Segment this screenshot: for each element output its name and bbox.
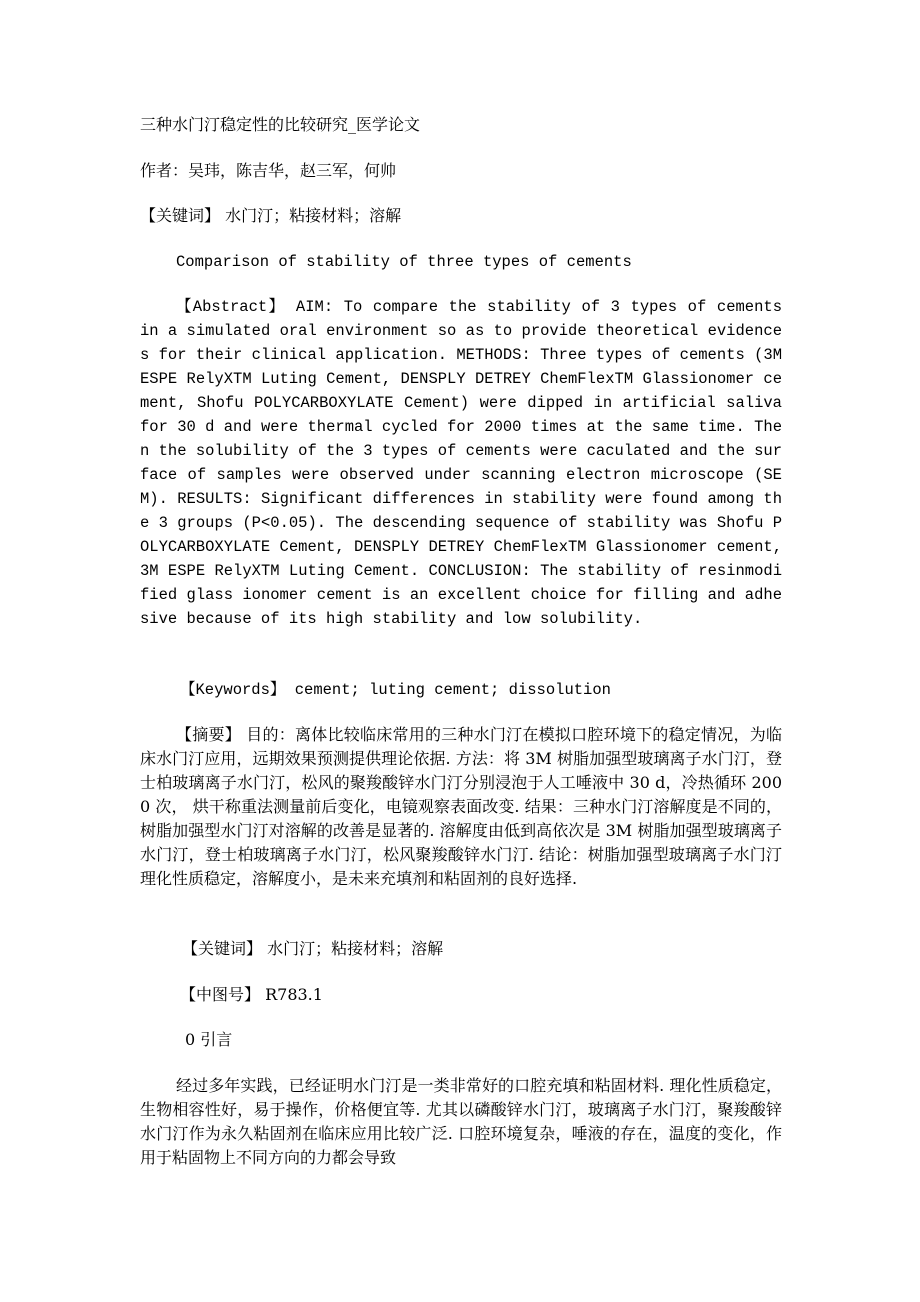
english-title: Comparison of stability of three types of cements — [176, 253, 632, 271]
clc-number: 【中图号】 R783.1 — [180, 985, 323, 1004]
abstract-chinese: 【摘要】 目的：离体比较临床常用的三种水门汀在模拟口腔环境下的稳定情况，为临床水门汀应用，远期效果预测提供理论依据. 方法：将 3M 树脂加强型玻璃离子水门汀，登士柏玻璃离子水门汀，松风的聚羧酸锌水门汀分别浸泡于人工唾液中 30 d，冷热循环 2000 次， 烘干称重法测量前后变化，电镜观察表面改变. 结果：三种水门汀溶解度是不同的，树脂加强型水门汀对溶解的改善是显著的. 溶解度由低到高依次是 3M 树脂加强型玻璃离子水门汀，登士柏玻璃离子水门汀，松风聚羧酸锌水门汀. 结论：树脂加强型玻璃离子水门汀理化性质稳定，溶解度小，是未来充填剂和粘固剂的良好选择. — [140, 725, 782, 888]
document-title: 三种水门汀稳定性的比较研究_医学论文 — [140, 115, 421, 134]
author-line: 作者：吴玮，陈吉华，赵三军，何帅 — [140, 161, 397, 180]
keywords-cn-header: 【关键词】 水门汀；粘接材料；溶解 — [140, 206, 402, 225]
abstract-english: 【Abstract】 AIM: To compare the stability of 3 types of cements in a simulated oral environment so as to provide theoretical evidences for their clinical application. METHODS: Three types of cements (3M ESPE RelyXTM Luting Cement, DENSPLY DETREY ChemFlexTM Glassionomer cement, Shofu POLYCARBOXYLATE Cement) were dipped in artificial saliva for 30 d and were thermal cycled for 2000 times at the same time. Then the solubility of the 3 types of cements were caculated and the surface of samples were observed under scanning electron microscope (SEM). RESULTS: Significant differences in stability were found among the 3 groups (P<0.05). The descending sequence of stability was Shofu POLYCARBOXYLATE Cement, DENSPLY DETREY ChemFlexTM Glassionomer cement, 3M ESPE RelyXTM Luting Cement. CONCLUSION: The stability of resinmodified glass ionomer cement is an excellent choice for filling and adhesive because of its high stability and low solubility. — [140, 298, 782, 628]
section-heading-introduction: 0 引言 — [185, 1030, 233, 1049]
keywords-cn-repeat: 【关键词】 水门汀；粘接材料；溶解 — [182, 939, 444, 958]
introduction-paragraph: 经过多年实践，已经证明水门汀是一类非常好的口腔充填和粘固材料. 理化性质稳定，生物相容性好，易于操作，价格便宜等. 尤其以磷酸锌水门汀，玻璃离子水门汀，聚羧酸锌水门汀作为永久粘固剂在临床应用比较广泛. 口腔环境复杂，唾液的存在，温度的变化，作用于粘固物上不同方向的力都会导致 — [140, 1076, 782, 1167]
keywords-english: 【Keywords】 cement; luting cement; dissolution — [180, 681, 611, 699]
